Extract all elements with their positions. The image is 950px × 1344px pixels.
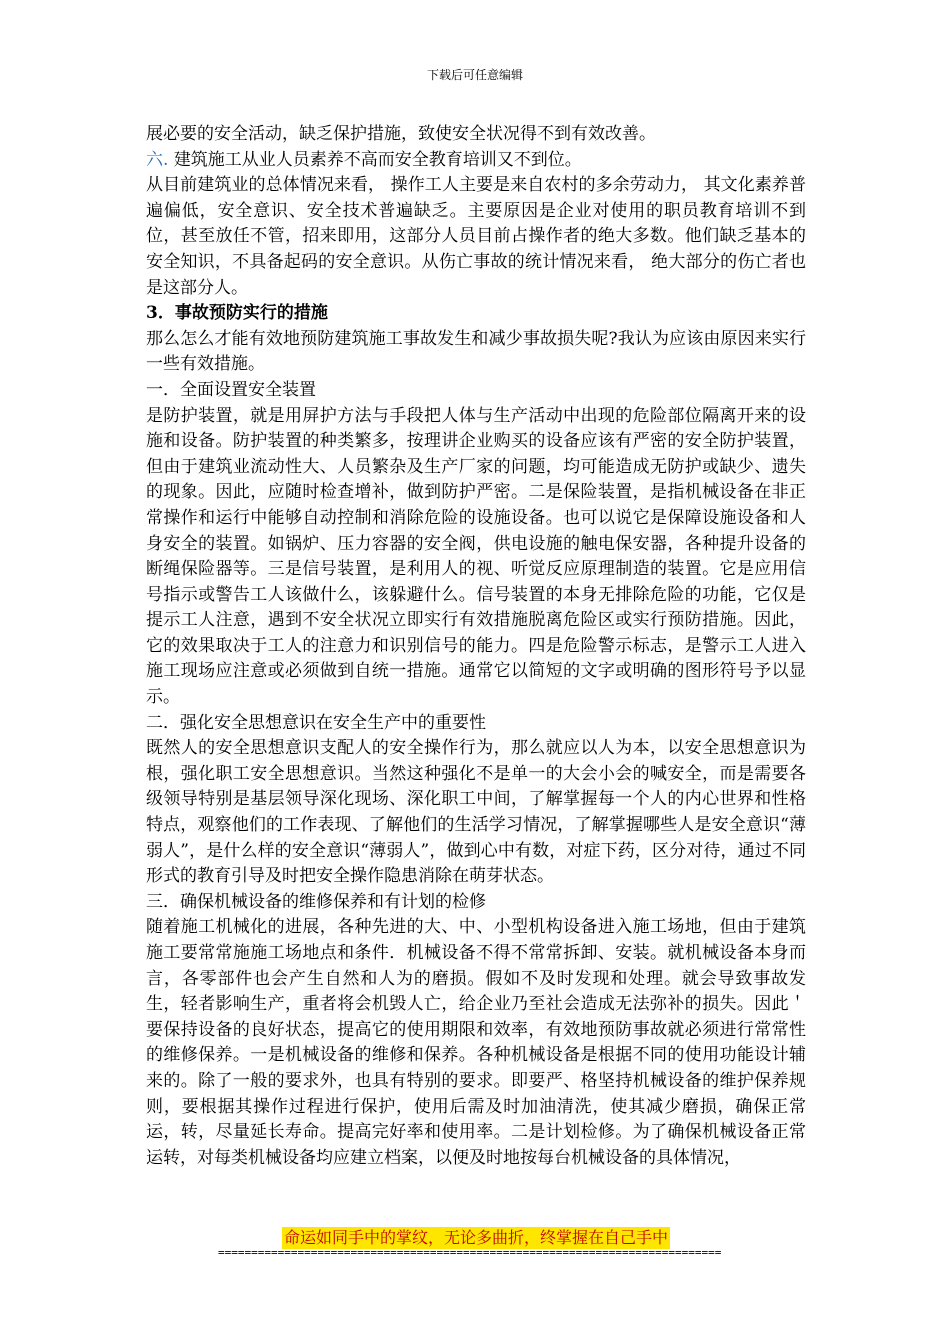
- page-header: 下载后可任意编辑: [426, 68, 523, 82]
- motto-banner: 命运如同手中的掌纹，无论多曲折，终掌握在自己手中: [283, 1228, 668, 1247]
- paragraph: 六. 建筑施工从业人员素养不高而安全教育培训又不到位。: [146, 149, 582, 170]
- subheading: 二．强化安全思想意识在安全生产中的重要性: [146, 712, 486, 733]
- list-marker: 六.: [146, 149, 169, 170]
- paragraph: 随着施工机械化的进展，各种先进的大、中、小型机构设备进入施工场地，但由于建筑施工要常常施施工场地点和条件．机械设备不得不常常拆卸、安装。就机械设备本身而言，各零部件也会产生自然和人为的磨损。假如不及时发现和处理。就会导致事故发生，轻者影响生产，重者将会机毁人亡，给企业乃至社会造成无法弥补的损失。因此＇要保持设备的良好状态，提高它的使用期限和效率，有效地预防事故就必须进行常常性的维修保养。一是机械设备的维修和保养。各种机械设备是根据不同的使用功能设计辅来的。除了一般的要求外，也具有特别的要求。即要严、格坚持机械设备的维护保养规则，要根据其操作过程进行保护，使用后需及时加油清洗，使其减少磨损，确保正常运，转，尽量延长寿命。提高完好率和使用率。二是计划检修。为了确保机械设备正常运转，对每类机械设备均应建立档案，以便及时地按每台机械设备的具体情况，: [146, 917, 806, 1168]
- paragraph: 是防护装置，就是用屏护方法与手段把人体与生产活动中出现的危险部位隔离开来的设施和设备。防护装置的种类繁多，按理讲企业购买的设备应该有严密的安全防护装置，但由于建筑业流动性大、人员繁杂及生产厂家的问题，均可能造成无防护或缺少、遗失的现象。因此，应随时检查增补，做到防护严密。二是保险装置，是指机械设备在非正常操作和运行中能够自动控制和消除危险的设施设备。也可以说它是保障设施设备和人身安全的装置。如锅炉、压力容器的安全阀，供电设施的触电保安器，各种提升设备的断绳保险器等。三是信号装置，是利用人的视、听觉反应原理制造的装置。它是应用信号指示或警告工人该做什么，该躲避什么。信号装置的本身无排除危险的功能，它仅是提示工人注意，遇到不安全状况立即实行有效措施脱离危险区或实行预防措施。因此，它的效果取决于工人的注意力和识别信号的能力。四是危险警示标志，是警示工人进入施工现场应注意或必须做到自统一措施。通常它以简短的文字或明确的图形符号予以显示。: [146, 405, 806, 708]
- paragraph: 既然人的安全思想意识支配人的安全操作行为，那么就应以人为本，以安全思想意识为根，强化职工安全思想意识。当然这种强化不是单一的大会小会的喊安全，而是需要各级领导特别是基层领导深化现场、深化职工中间，了解掌握每一个人的内心世界和性格特点，观察他们的工作表现、了解他们的生活学习情况，了解掌握哪些人是安全意识“薄弱人”，是什么样的安全意识“薄弱人”，做到心中有数，对症下药，区分对待，通过不同形式的教育引导及时把安全操作隐患消除在萌芽状态。: [146, 738, 806, 887]
- subheading: 三．确保机械设备的维修保养和有计划的检修: [146, 891, 486, 912]
- paragraph: 那么怎么才能有效地预防建筑施工事故发生和减少事故损失呢?我认为应该由原因来实行一些有效措施。: [146, 328, 806, 375]
- footer-divider: ============================================================================: [218, 1246, 722, 1259]
- paragraph: 从目前建筑业的总体情况来看， 操作工人主要是来自农村的多余劳动力， 其文化素养普遍偏低，安全意识、安全技术普遍缺乏。主要原因是企业对使用的职员教育培训不到位，甚至放任不管，招来即用，这部分人员目前占操作者的绝大多数。他们缺乏基本的安全知识，不具备起码的安全意识。从伤亡事故的统计情况来看， 绝大部分的伤亡者也是这部分人。: [146, 175, 806, 298]
- document-body: [146, 122, 806, 1171]
- subheading: 一．全面设置安全装置: [146, 379, 316, 400]
- paragraph: 展必要的安全活动，缺乏保护措施，致使安全状况得不到有效改善。: [146, 124, 656, 144]
- section-heading: 3．事故预防实行的措施: [146, 303, 328, 324]
